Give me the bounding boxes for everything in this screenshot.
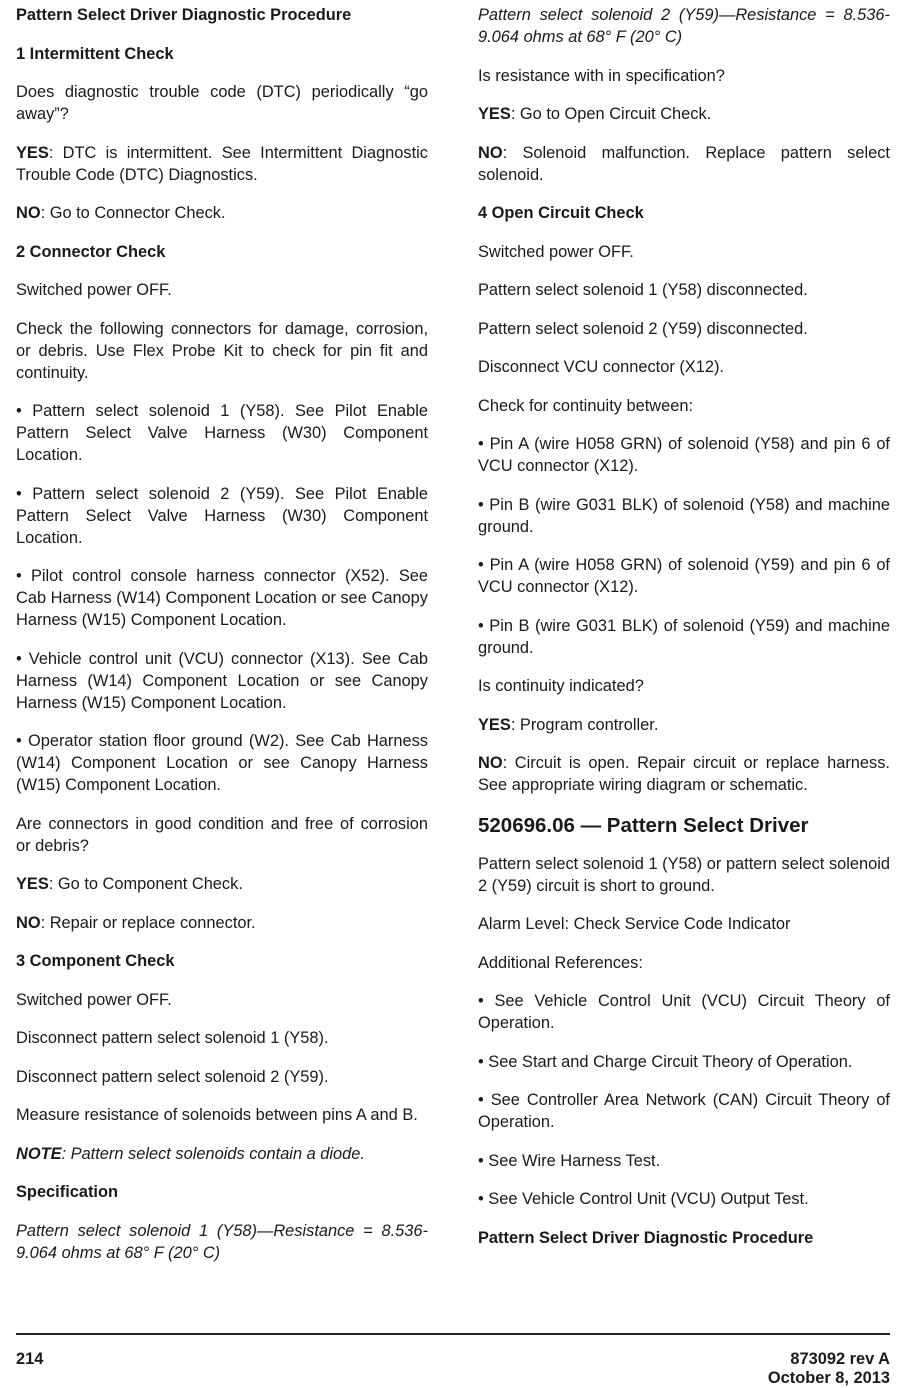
paragraph-text: : Program controller.	[510, 715, 659, 734]
paragraph-text: : DTC is intermittent. See Intermittent Diagnostic Trouble Code (DTC) Diagnostics.	[16, 143, 428, 184]
paragraph-text: : Circuit is open. Repair circuit or replace harness. See appropriate wiring diagram or schematic.	[478, 754, 890, 794]
paragraph-text: Pattern Select Driver Diagnostic Procedure	[16, 6, 352, 24]
paragraph	[478, 395, 890, 417]
answer-key: NO	[16, 204, 41, 222]
paragraph	[16, 1220, 428, 1264]
paragraph	[16, 483, 428, 549]
section-heading	[16, 950, 428, 972]
section-heading	[478, 1227, 890, 1249]
paragraph-text: 2 Connector Check	[16, 242, 166, 261]
footer-date-cut: October 8, 2013	[767, 1369, 890, 1387]
answer-key: NO	[16, 913, 41, 932]
answer-key: YES	[16, 143, 49, 162]
page-number: 214	[16, 1350, 44, 1368]
paragraph	[16, 318, 428, 384]
paragraph	[16, 1027, 428, 1049]
paragraph-text: 520696.06 — Pattern Select Driver	[478, 813, 809, 837]
answer-yes	[478, 103, 890, 125]
paragraph-text: Is resistance with in specification?	[478, 66, 725, 85]
paragraph	[478, 913, 890, 935]
paragraph	[478, 1150, 890, 1172]
answer-key: NOTE	[16, 1144, 62, 1163]
paragraph	[478, 952, 890, 974]
paragraph	[478, 65, 890, 87]
paragraph	[16, 648, 428, 714]
paragraph-text: Disconnect pattern select solenoid 1 (Y58).	[16, 1029, 329, 1047]
paragraph-text: Pattern Select Driver Diagnostic Procedure	[478, 1228, 814, 1247]
paragraph	[16, 279, 428, 301]
paragraph-text: 3 Component Check	[16, 952, 175, 970]
paragraph-text: • Pin A (wire H058 GRN) of solenoid (Y59) and pin 6 of VCU connector (X12).	[478, 556, 890, 596]
paragraph	[478, 554, 890, 598]
paragraph-text: Specification	[16, 1183, 119, 1201]
paragraph-text: Does diagnostic trouble code (DTC) periodically “go away”?	[16, 83, 428, 123]
paragraph	[478, 853, 890, 897]
paragraph	[478, 990, 890, 1034]
paragraph-text: Pattern select solenoid 2 (Y59) disconnected.	[478, 319, 808, 338]
paragraph-text: • See Wire Harness Test.	[478, 1151, 661, 1170]
paragraph-text: Switched power OFF.	[16, 990, 172, 1009]
answer-key: YES	[478, 715, 511, 734]
paragraph	[16, 813, 428, 857]
paragraph	[16, 81, 428, 125]
paragraph-text: : Solenoid malfunction. Replace pattern select solenoid.	[478, 143, 890, 184]
right-column	[478, 4, 890, 1265]
paragraph	[16, 400, 428, 466]
document-revision: 873092 rev A	[790, 1350, 890, 1368]
paragraph	[478, 1089, 890, 1133]
paragraph-text: Alarm Level: Check Service Code Indicator	[478, 915, 791, 933]
paragraph-text: • Pin B (wire G031 BLK) of solenoid (Y58) and machine ground.	[478, 495, 890, 536]
answer-no	[478, 142, 890, 186]
paragraph-text: : Go to Component Check.	[48, 875, 243, 893]
section-heading	[16, 241, 428, 263]
paragraph	[16, 1066, 428, 1088]
answer-yes	[16, 873, 428, 895]
paragraph	[16, 989, 428, 1011]
paragraph	[478, 241, 890, 263]
paragraph-text: Disconnect VCU connector (X12).	[478, 358, 724, 376]
paragraph	[478, 1051, 890, 1073]
answer-key: NO	[478, 143, 503, 162]
answer-key: NO	[478, 754, 503, 772]
answer-yes	[16, 142, 428, 186]
answer-yes	[478, 714, 890, 736]
paragraph-text: Pattern select solenoid 2 (Y59)—Resistance = 8.536-9.064 ohms at 68° F (20° C)	[478, 6, 890, 46]
answer-no	[16, 202, 428, 224]
paragraph	[478, 279, 890, 301]
paragraph	[16, 1104, 428, 1126]
paragraph-text: : Pattern select solenoids contain a diode.	[61, 1144, 365, 1163]
paragraph	[478, 615, 890, 659]
paragraph-text: • See Vehicle Control Unit (VCU) Circuit Theory of Operation.	[478, 992, 890, 1032]
paragraph-text: • Pattern select solenoid 1 (Y58). See Pilot Enable Pattern Select Valve Harness (W30) Component Location.	[16, 402, 428, 464]
paragraph-text: Pattern select solenoid 1 (Y58) or pattern select solenoid 2 (Y59) circuit is short to ground.	[478, 854, 890, 895]
paragraph-text: Switched power OFF.	[478, 242, 634, 261]
paragraph-text: • See Vehicle Control Unit (VCU) Output Test.	[478, 1190, 809, 1208]
paragraph-text: Disconnect pattern select solenoid 2 (Y59).	[16, 1067, 329, 1086]
answer-key: YES	[16, 875, 49, 893]
section-heading	[16, 43, 428, 65]
answer-note	[16, 1143, 428, 1165]
paragraph-text: Pattern select solenoid 1 (Y58)—Resistance = 8.536-9.064 ohms at 68° F (20° C)	[16, 1221, 428, 1262]
paragraph-text: • Vehicle control unit (VCU) connector (X13). See Cab Harness (W14) Component Location or see Canopy Harness (W15) Component Location.	[16, 649, 428, 712]
paragraph-text: 4 Open Circuit Check	[478, 204, 644, 222]
left-column	[16, 4, 428, 1280]
paragraph	[16, 730, 428, 796]
paragraph	[478, 356, 890, 378]
answer-no	[478, 752, 890, 796]
section-heading	[478, 202, 890, 224]
paragraph-text: • See Controller Area Network (CAN) Circuit Theory of Operation.	[478, 1091, 890, 1131]
paragraph-text: Switched power OFF.	[16, 281, 172, 299]
paragraph-text: : Go to Open Circuit Check.	[510, 105, 712, 123]
paragraph	[478, 675, 890, 697]
paragraph-text: • Operator station floor ground (W2). See Cab Harness (W14) Component Location or see Canopy Harness (W15) Component Location.	[16, 732, 428, 794]
paragraph-text: • See Start and Charge Circuit Theory of Operation.	[478, 1052, 853, 1071]
paragraph-text: 1 Intermittent Check	[16, 44, 174, 63]
paragraph-text: Pattern select solenoid 1 (Y58) disconnected.	[478, 281, 808, 299]
paragraph	[478, 318, 890, 340]
footer-rule	[16, 1333, 890, 1335]
paragraph	[478, 494, 890, 538]
paragraph-text: : Repair or replace connector.	[40, 913, 256, 932]
section-heading	[16, 4, 428, 26]
code-title	[478, 813, 890, 839]
paragraph-text: Measure resistance of solenoids between pins A and B.	[16, 1106, 418, 1124]
paragraph	[478, 433, 890, 477]
paragraph-text: Check the following connectors for damage, corrosion, or debris. Use Flex Probe Kit to check for pin fit and continuity.	[16, 319, 428, 382]
paragraph-text: • Pilot control console harness connector (X52). See Cab Harness (W14) Component Location or see Canopy Harness (W15) Component Location.	[16, 567, 428, 629]
answer-key: YES	[478, 105, 511, 123]
paragraph-text: • Pin A (wire H058 GRN) of solenoid (Y58) and pin 6 of VCU connector (X12).	[478, 435, 890, 475]
paragraph-text: • Pin B (wire G031 BLK) of solenoid (Y59) and machine ground.	[478, 616, 890, 657]
paragraph-text: • Pattern select solenoid 2 (Y59). See Pilot Enable Pattern Select Valve Harness (W30) Component Location.	[16, 484, 428, 547]
paragraph	[478, 1188, 890, 1210]
paragraph-text: Are connectors in good condition and free of corrosion or debris?	[16, 814, 428, 855]
paragraph	[16, 565, 428, 631]
paragraph-text: Check for continuity between:	[478, 396, 694, 415]
paragraph-text: Additional References:	[478, 953, 643, 972]
paragraph-text: Is continuity indicated?	[478, 677, 644, 695]
answer-no	[16, 912, 428, 934]
section-heading	[16, 1181, 428, 1203]
paragraph-text: : Go to Connector Check.	[40, 204, 226, 222]
paragraph	[478, 4, 890, 48]
